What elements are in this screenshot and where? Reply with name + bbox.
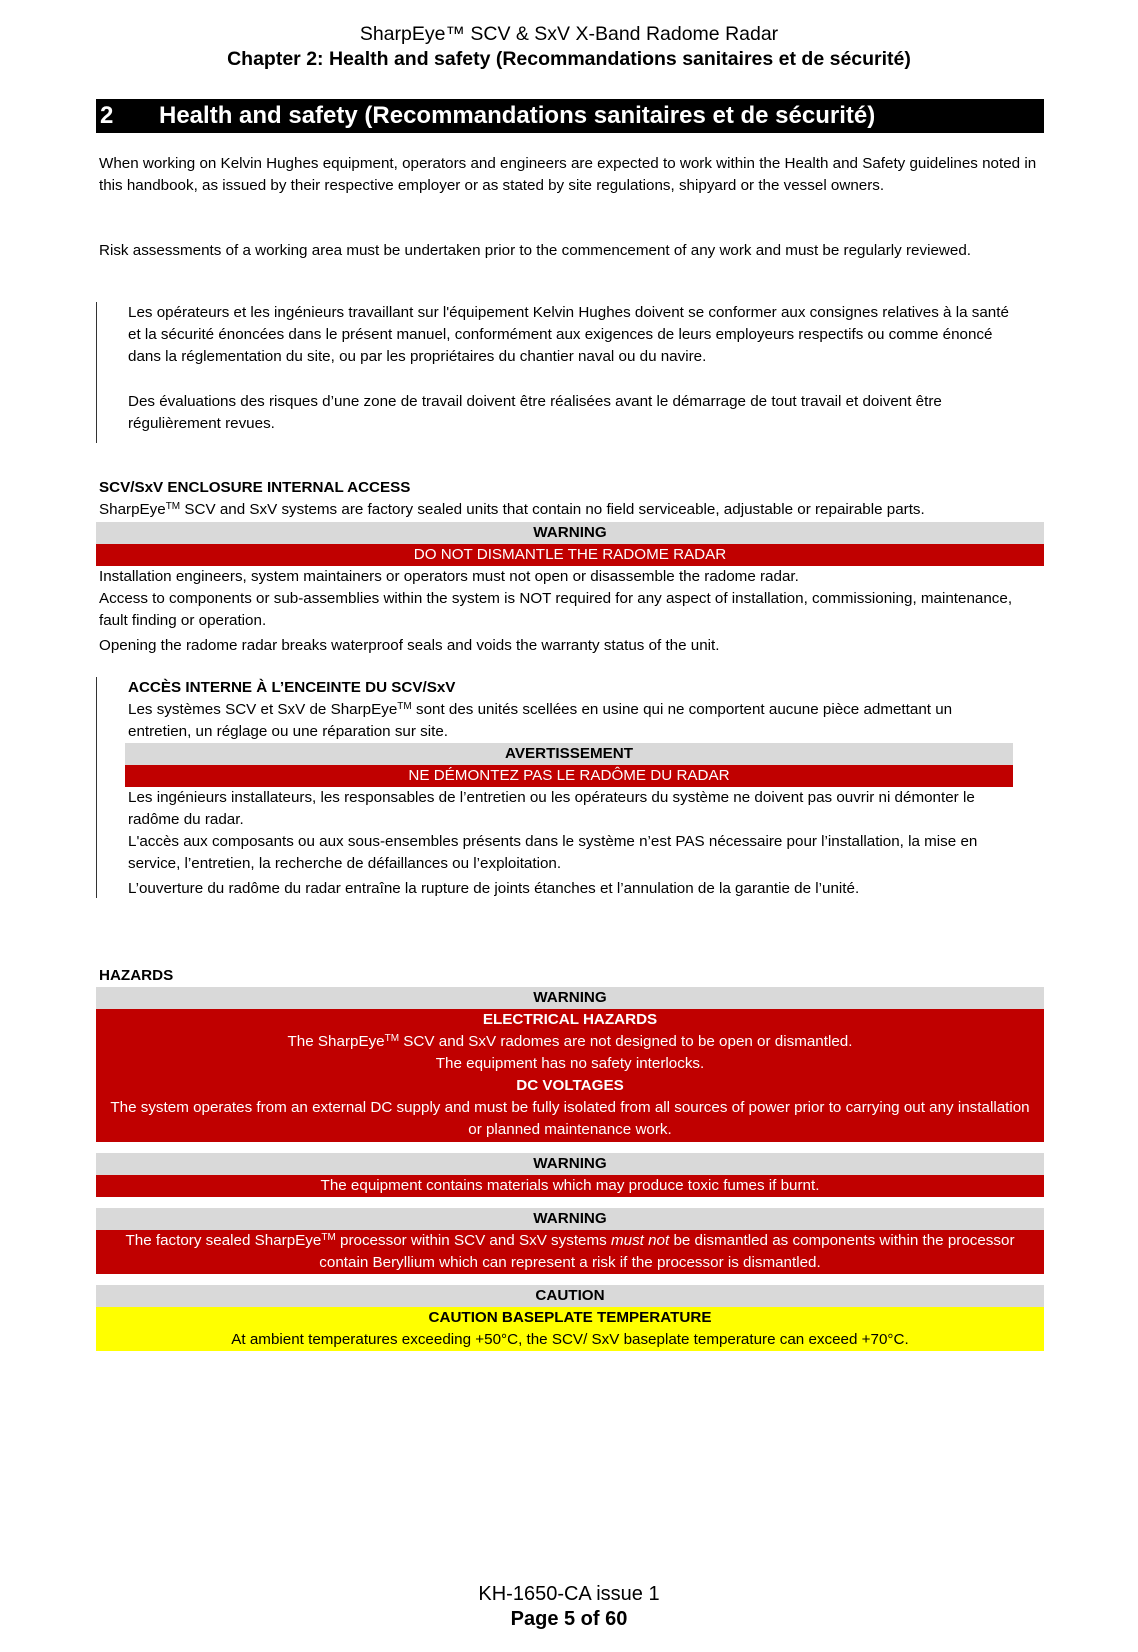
access-line-1: Installation engineers, system maintainers or operators must not open or disassemble the radome radar.	[99, 568, 799, 585]
trademark-mark: TM	[321, 1232, 336, 1243]
hazard-warning-3-label: WARNING	[96, 1208, 1044, 1230]
trademark-mark: TM	[397, 701, 412, 712]
french-access-line-1: Les ingénieurs installateurs, les responsables de l’entretien ou les opérateurs du système ne doivent pas ouvrir ni démonter le radôme du radar.	[128, 789, 975, 828]
hazards-heading: HAZARDS	[99, 967, 174, 984]
french-intro-block	[96, 302, 1018, 443]
french-access-block	[96, 677, 1018, 898]
caution-text: At ambient temperatures exceeding +50°C, the SCV/ SxV baseplate temperature can exceed +70°C.	[231, 1331, 909, 1348]
document-title: SharpEye™ SCV & SxV X-Band Radome Radar	[359, 23, 779, 45]
caution-box	[96, 1307, 1044, 1351]
page-number: Page 5 of 60	[510, 1608, 628, 1630]
access-intro-text: SCV and SxV systems are factory sealed units that contain no field serviceable, adjustable or repairable parts.	[180, 501, 925, 518]
caution-label: CAUTION	[96, 1285, 1044, 1307]
french-access-line-2: L'accès aux composants ou aux sous-ensembles présents dans le système n’est PAS nécessaire pour l’installation, la mise en service, l’entretien, la recherche de défaillances ou l’exploitation.	[128, 833, 978, 872]
dc-voltages-heading: DC VOLTAGES	[516, 1077, 624, 1094]
hazard-warning-1-box	[96, 1009, 1044, 1142]
avertissement-banner: NE DÉMONTEZ PAS LE RADÔME DU RADAR	[125, 765, 1013, 787]
warning-label: WARNING	[96, 522, 1044, 544]
brand-name: SharpEye	[99, 501, 166, 518]
french-access-intro: Les systèmes SCV et SxV de SharpEye™ sont des unités scellées en usine qui ne comportent aucune pièce admettant un entretien, un réglage ou une réparation sur site.	[128, 701, 953, 740]
electrical-hazards-line-2: The equipment has no safety interlocks.	[435, 1055, 705, 1072]
intro-paragraph-2: Risk assessments of a working area must be undertaken prior to the commencement of any work and must be regularly reviewed.	[99, 242, 971, 259]
access-line-2: Access to components or sub-assemblies within the system is NOT required for any aspect of installation, commissioning, maintenance, fault finding or operation.	[99, 590, 1013, 629]
section-title: Health and safety (Recommandations sanitaires et de sécurité)	[159, 102, 876, 129]
document-number: KH-1650-CA issue 1	[478, 1583, 660, 1605]
chapter-title: Chapter 2: Health and safety (Recommandations sanitaires et de sécurité)	[227, 48, 911, 70]
french-access-line-3: L’ouverture du radôme du radar entraîne la rupture de joints étanches et l’annulation de la garantie de l’unité.	[128, 880, 860, 897]
emphasis-text: must not	[610, 1232, 670, 1249]
trademark-mark: TM	[384, 1033, 400, 1044]
dc-voltages-text: The system operates from an external DC supply and must be fully isolated from all sources of power prior to carrying out any installation or planned maintenance work.	[110, 1099, 1030, 1138]
hazard-warning-2-text: The equipment contains materials which may produce toxic fumes if burnt.	[96, 1175, 1044, 1197]
hazard-warning-1-label: WARNING	[96, 987, 1044, 1009]
access-line-3: Opening the radome radar breaks waterproof seals and voids the warranty status of the unit.	[99, 637, 720, 654]
french-paragraph-1: Les opérateurs et les ingénieurs travaillant sur l'équipement Kelvin Hughes doivent se conformer aux consignes relatives à la santé et la sécurité énoncées dans le présent manuel, conformément aux exigences de leurs employeurs respectifs ou comme énoncé dans la réglementation du site, ou par les propriétaires du chantier naval ou du navire.	[128, 304, 1009, 365]
trademark-mark: TM	[165, 501, 181, 512]
hazard-warning-3-text: The factory sealed SharpEye™ processor within SCV and SxV systems must not be dismantled as components within the processor contain Beryllium which can represent a risk if the processor is dismantled.	[96, 1230, 1044, 1274]
section-heading-bar	[96, 99, 1044, 133]
page-footer	[0, 1582, 1138, 1632]
intro-paragraph-1: When working on Kelvin Hughes equipment, operators and engineers are expected to work within the Health and Safety guidelines noted in this handbook, as issued by their respective employer or as stated by site regulations, shipyard or the vessel owners.	[99, 155, 1037, 194]
page-header	[0, 22, 1138, 72]
hazard-warning-2-label: WARNING	[96, 1153, 1044, 1175]
electrical-hazards-line-1: The SharpEye™ SCV and SxV radomes are not designed to be open or dismantled.	[287, 1033, 853, 1050]
access-heading: SCV/SxV ENCLOSURE INTERNAL ACCESS	[99, 479, 411, 496]
avertissement-label: AVERTISSEMENT	[125, 743, 1013, 765]
french-paragraph-2: Des évaluations des risques d’une zone de travail doivent être réalisées avant le démarrage de tout travail et doivent être régulièrement revues.	[128, 393, 942, 432]
access-intro	[99, 499, 1039, 521]
electrical-hazards-heading: ELECTRICAL HAZARDS	[482, 1011, 658, 1028]
warning-banner: DO NOT DISMANTLE THE RADOME RADAR	[96, 544, 1044, 566]
caution-heading: CAUTION BASEPLATE TEMPERATURE	[428, 1309, 712, 1326]
section-number: 2	[100, 102, 114, 129]
french-access-heading: ACCÈS INTERNE À L’ENCEINTE DU SCV/SxV	[128, 679, 456, 696]
